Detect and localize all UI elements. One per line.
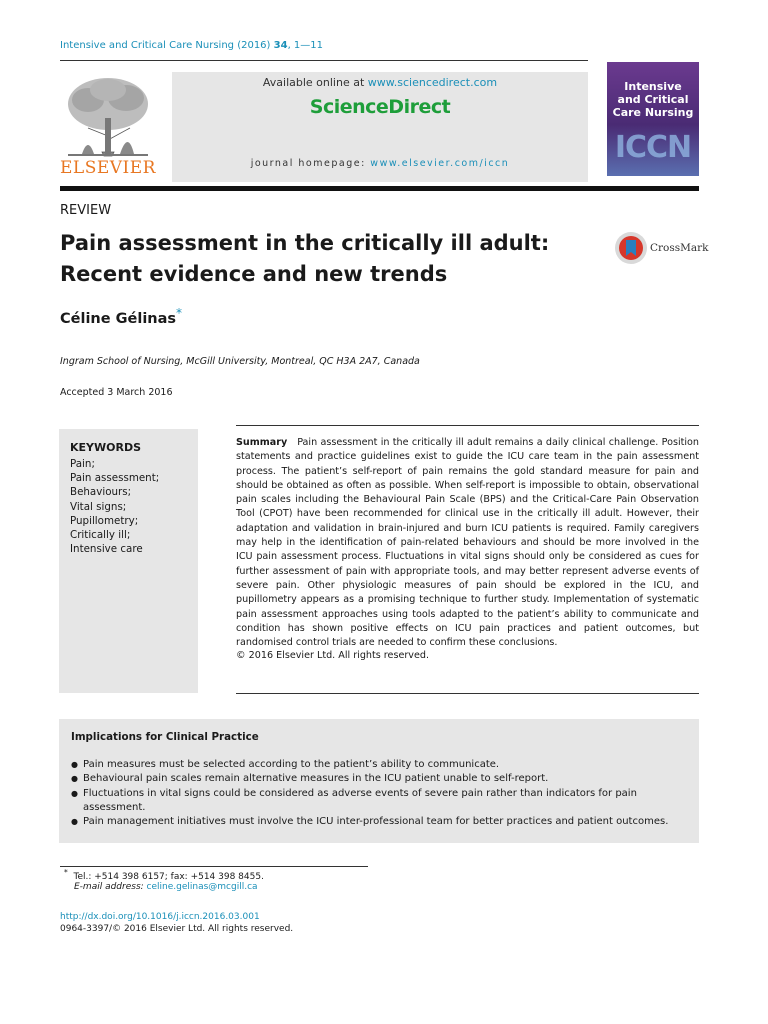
- keyword-item: Pain;: [70, 458, 95, 470]
- author-footnote-mark[interactable]: *: [176, 306, 183, 320]
- abstract-bottom-divider: [236, 693, 699, 694]
- implication-item: ● Behavioural pain scales remain alternative measures in the ICU patient unable to self-report.: [71, 772, 691, 786]
- article-type: REVIEW: [60, 203, 112, 218]
- crossmark-badge[interactable]: [614, 231, 709, 265]
- crossmark-label: CrossMark: [650, 242, 709, 254]
- article-title: [60, 228, 580, 290]
- summary-label: Summary: [236, 437, 288, 448]
- footnote-email: [74, 882, 258, 892]
- abstract-summary: [236, 436, 699, 650]
- summary-text: Pain assessment in the critically ill adult remains a daily clinical challenge. Position statements and practice guidelines exist to guide the ICU care team in the pain assessment process. The patient’s self-report of pain remains the gold standard measure for pain and should be obtained as often as possible. When self-report is impossible to obtain, observational pain scales including the Behavioural Pain Scale (BPS) and the Critical-Care Pain Observation Tool (CPOT) have been recommended for clinical use in the critically ill adult. However, their adaptation and validation in brain-injured and burn ICU patients is required. Family caregivers may help in the identification of pain-related behaviours and should be more involved in the ICU pain assessment process. Fluctuations in vital signs should only be considered as cues for further assessment of pain with appropriate tools, and may better represent adverse events of severe pain. Other physiologic measures of pain should be explored in the ICU, and pupillometry appears as a promising technique to further study. Implementation of systematic pain assessment approaches using tools adapted to the patient’s ability to communicate and condition has shown positive effects on ICU pain practices and patient outcomes, but randomised control trials are needed to confirm these conclusions.: [236, 437, 700, 649]
- journal-citation[interactable]: [60, 40, 323, 51]
- header-thick-divider: [60, 186, 699, 191]
- implication-item: ● Fluctuations in vital signs could be considered as adverse events of severe pain rather than indicators for pain assessment.: [71, 787, 691, 816]
- footnote-tel: Tel.: +514 398 6157; fax: +514 398 8455.: [73, 872, 264, 882]
- keyword-item: Intensive care: [70, 543, 143, 556]
- crossmark-icon: [614, 231, 648, 265]
- abstract-top-divider: [236, 425, 699, 426]
- sciencedirect-link[interactable]: www.sciencedirect.com: [367, 76, 498, 89]
- top-divider: [60, 60, 588, 61]
- email-link[interactable]: celine.gelinas@mcgill.ca: [146, 882, 258, 892]
- elsevier-wordmark: ELSEVIER: [60, 158, 156, 178]
- keyword-item: Pupillometry;: [70, 514, 139, 527]
- citation-pages: , 1—11: [287, 40, 324, 51]
- abstract-copyright: © 2016 Elsevier Ltd. All rights reserved.: [236, 650, 430, 661]
- available-online: [172, 76, 588, 89]
- footnote-mark: *: [64, 868, 68, 877]
- keywords-heading: KEYWORDS: [70, 441, 142, 454]
- doi-link[interactable]: http://dx.doi.org/10.1016/j.iccn.2016.03.001: [60, 912, 260, 922]
- accepted-date: Accepted 3 March 2016: [60, 387, 173, 398]
- implications-list: [71, 758, 691, 829]
- journal-homepage: [172, 158, 588, 169]
- available-prefix: Available online at: [262, 76, 368, 89]
- keyword-item: Vital signs;: [70, 500, 127, 513]
- sciencedirect-logo[interactable]: ScienceDirect: [309, 96, 451, 118]
- homepage-prefix: journal homepage:: [250, 158, 371, 169]
- keyword-item: Critically ill;: [70, 529, 131, 542]
- keywords-list: [70, 457, 159, 556]
- citation-volume: 34: [273, 40, 288, 51]
- footnote-contact: [64, 868, 264, 882]
- title-line-2: Recent evidence and new trends: [60, 262, 448, 286]
- implication-item: ● Pain management initiatives must involve the ICU inter-professional team for better practices and patient outcomes.: [71, 815, 691, 829]
- citation-prefix: Intensive and Critical Care Nursing (2016): [60, 40, 274, 51]
- cover-acronym: ICCN: [614, 130, 692, 165]
- implication-item: ● Pain measures must be selected according to the patient’s ability to communicate.: [71, 758, 691, 772]
- email-label: E-mail address:: [74, 882, 147, 892]
- keyword-item: Behaviours;: [70, 486, 132, 499]
- homepage-link[interactable]: www.elsevier.com/iccn: [370, 158, 510, 169]
- footnote-divider: [60, 866, 368, 867]
- cover-title: Intensive and Critical Care Nursing: [612, 80, 694, 119]
- title-line-1: Pain assessment in the critically ill adult:: [60, 231, 550, 255]
- issn-copyright: 0964-3397/© 2016 Elsevier Ltd. All rights reserved.: [60, 924, 294, 934]
- author: [60, 306, 182, 327]
- implications-heading: Implications for Clinical Practice: [71, 731, 259, 743]
- affiliation: Ingram School of Nursing, McGill University, Montreal, QC H3A 2A7, Canada: [60, 356, 420, 367]
- keyword-item: Pain assessment;: [70, 472, 160, 485]
- author-name: Céline Gélinas: [60, 310, 177, 327]
